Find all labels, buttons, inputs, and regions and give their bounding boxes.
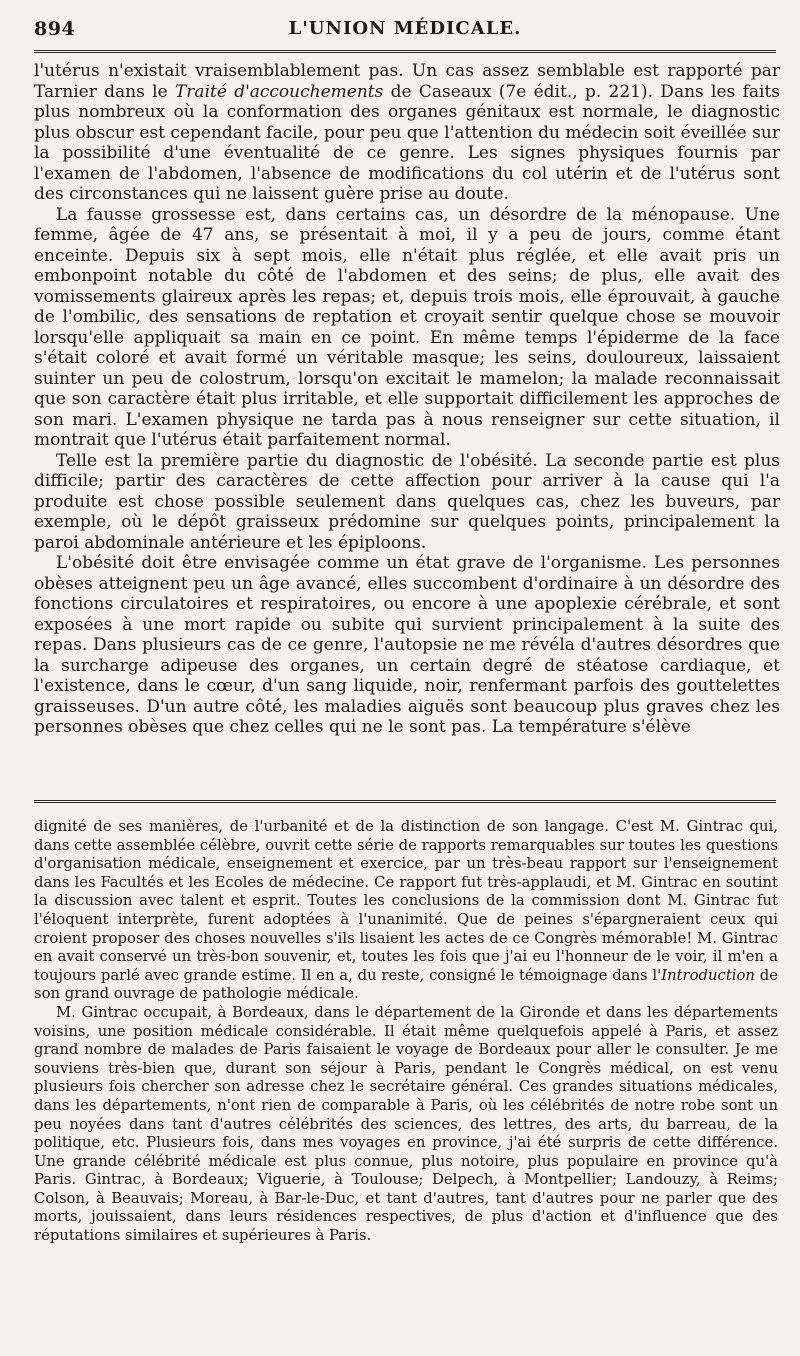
- footnote-paragraph-text: de son grand ouvrage de pathologie médicale.: [34, 966, 778, 1003]
- footnote-paragraph-text: dignité de ses manières, de l'urbanité et de la distinction de son langage. C'est M. Gintrac qui, dans cette assemblée célèbre, ouvrit cette série de rapports remarquables sur toutes les questions d'organisation médicale, enseignement et exercice, par un très-beau rapport sur l'enseignement dans les Facultés et les Ecoles de médecine. Ce rapport fut très-applaudi, et M. Gintrac en soutint la discussion avec talent et esprit. Toutes les conclusions de la commission dont M. Gintrac fut l'éloquent interprète, furent adoptées à l'unanimité. Que de peines s'épargneraient ceux qui croient proposer des choses nouvelles s'ils lisaient les actes de ce Congrès mémorable! M. Gintrac en avait conservé un très-bon souvenir, et, toutes les fois que j'ai eu l'honneur de le voir, il m'en a toujours parlé avec grande estime. Il en a, du reste, consigné le témoignage dans l': [34, 818, 778, 984]
- footnote-text: [34, 818, 778, 1246]
- page-number: 894: [34, 18, 76, 40]
- work-title: Introduction: [661, 966, 755, 984]
- paragraph-text: l'utérus n'existait vraisemblablement pas. Un cas assez semblable est rapporté par Tarnier dans le: [34, 61, 780, 102]
- paragraph-diagnosis: Telle est la première partie du diagnostic de l'obésité. La seconde partie est plus difficile; partir des caractères de cette affection pour arriver à la cause qui l'a produite est chose possible seulement dans quelques cas, chez les buveurs, par exemple, où le dépôt graisseux prédomine sur quelques points, principalement la paroi abdominale antérieure et les épiploons.: [34, 450, 780, 553]
- paragraph-obesity-gravity: L'obésité doit être envisagée comme un état grave de l'organisme. Les personnes obèses atteignent peu un âge avancé, elles succombent d'ordinaire à un désordre des fonctions circulatoires et respiratoires, ou encore à une apoplexie cérébrale, et sont exposées à une mort rapide ou subite qui survient principalement à la suite des repas. Dans plusieurs cas de ce genre, l'autopsie ne me révéla d'autres désordres que la surcharge adipeuse des organes, un certain degré de stéatose cardiaque, et l'existence, dans le cœur, d'un sang liquide, noir, renfermant parfois des gouttelettes graisseuses. D'un autre côté, les maladies aiguës sont beaucoup plus graves chez les personnes obèses que chez celles qui ne le sont pas. La température s'élève: [34, 553, 780, 737]
- footnote-paragraph-continued: [34, 818, 778, 1004]
- header-rule: [34, 50, 776, 53]
- running-title: L'UNION MÉDICALE.: [288, 18, 522, 39]
- page-header: [34, 18, 776, 50]
- footnote-paragraph-gintrac: M. Gintrac occupait, à Bordeaux, dans le département de la Gironde et dans les départements voisins, une position médicale considérable. Il était même quelquefois appelé à Paris, et assez grand nombre de malades de Paris faisaient le voyage de Bordeaux pour aller le consulter. Je me souviens très-bien que, durant son séjour à Paris, pendant le Congrès médical, on est venu plusieurs fois chercher son adresse chez le secrétaire général. Ces grandes situations médicales, dans les départements, n'ont rien de comparable à Paris, où les célébrités de notre robe sont un peu noyées dans tant d'autres célébrités des sciences, des lettres, des arts, du barreau, de la politique, etc. Plusieurs fois, dans mes voyages en province, j'ai été surpris de cette différence. Une grande célébrité médicale est plus connue, plus notoire, plus populaire en province qu'à Paris. Gintrac, à Bordeaux; Viguerie, à Toulouse; Delpech, à Montpellier; Landouzy, à Reims; Colson, à Beauvais; Moreau, à Bar-le-Duc, et tant d'autres, tant d'autres pour ne parler que des morts, jouissaient, dans leurs résidences respectives, de plus d'action et d'influence que des réputations similaires et supérieures à Paris.: [34, 1003, 778, 1245]
- footnote-rule: [34, 800, 776, 803]
- book-title: Traité d'accouchements: [174, 81, 384, 102]
- paragraph-false-pregnancy: La fausse grossesse est, dans certains cas, un désordre de la ménopause. Une femme, âgée de 47 ans, se présentait à moi, il y a peu de jours, comme étant enceinte. Depuis six à sept mois, elle n'était plus réglée, et elle avait pris un embonpoint notable du côté de l'abdomen et des seins; de plus, elle avait des vomissements glaireux après les repas; et, depuis trois mois, elle éprouvait, à gauche de l'ombilic, des sensations de reptation et croyait sentir quelque chose se mouvoir lorsqu'elle appliquait sa main en ce point. En même temps l'épiderme de la face s'était coloré et avait formé un véritable masque; les seins, douloureux, laissaient suinter un peu de colostrum, lorsqu'on excitait le mamelon; la malade reconnaissait que son caractère était plus irritable, et elle supportait difficilement les approches de son mari. L'examen physique ne tarda pas à nous renseigner sur cette situation, il montrait que l'utérus était parfaitement normal.: [34, 204, 780, 450]
- main-text: [34, 61, 780, 738]
- paragraph-text: de Caseaux (7e édit., p. 221). Dans les faits plus nombreux où la conformation des organes génitaux est normale, le diagnostic plus obscur est cependant facile, pour peu que l'attention du médecin soit éveillée sur la possibilité d'une éventualité de ce genre. Les signes physiques fournis par l'examen de l'abdomen, l'absence de modifications du col utérin et de l'utérus sont des circonstances qui ne laissent guère prise au doute.: [34, 81, 780, 204]
- paragraph-continued: [34, 61, 780, 205]
